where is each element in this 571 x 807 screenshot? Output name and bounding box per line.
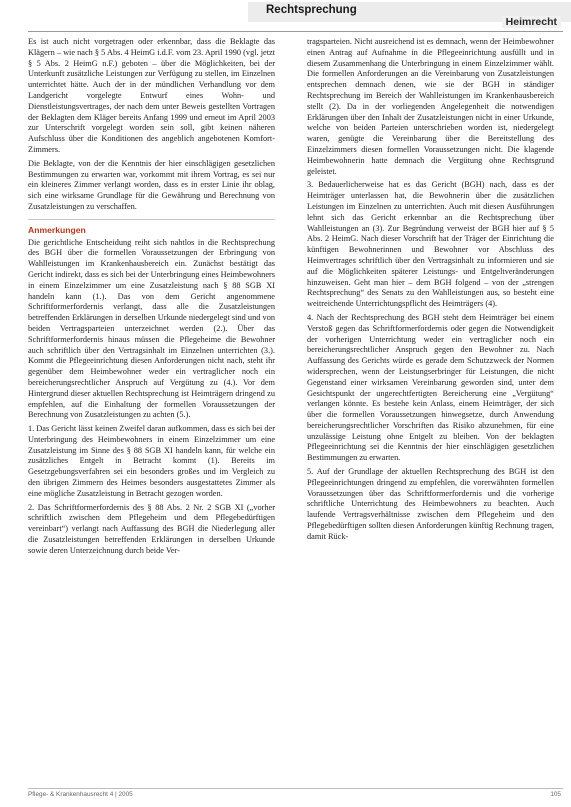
category-label: Heimrecht [502, 16, 561, 28]
note-paragraph: 2. Das Schriftformerfordernis des § 88 Abs. 2 Nr. 2 SGB XI („vorher schriftlich zwischen dem Pflegeheim und dem Pflegebedürftigen vereinbart“) verlangt nach Auffassung des BGH die Niederlegung aller die Zusatzleistungen betreffenden Erklärungen in derselben Urkunde sowie deren Unterzeichnung durch beide Ver- [28, 502, 275, 555]
note-paragraph: tragsparteien. Nicht ausreichend ist es demnach, wenn der Heimbewohner einen Antrag auf Aufnahme in die Pflegeeinrichtung ausfüllt und in diesem Zusammenhang die Unterbringung in einem Einzelzimmer wählt. Die formellen Anforderungen an die Vereinbarung von Zusatzleistungen entsprechen demnach denen, wie sie der BGH in ständiger Rechtsprechung im Bereich der Wahlleistungen im Krankenhausbereich stellt (2). Da in der vorliegenden Angelegenheit die notwendigen Erklärungen über den Inhalt der Zusatzleistungen nicht in einer Urkunde, welche von beiden Parteien unterschrieben worden ist, niedergelegt waren, genügte die Vereinbarung über die Bereitstellung des Einzelzimmers diesen formellen Voraussetzungen nicht. Die klagende Heimbewohnerin hatte demnach die Vergütung ohne Rechtsgrund geleistet. [307, 37, 554, 176]
body-paragraph: Es ist auch nicht vorgetragen oder erkennbar, dass die Beklagte das Klägern – wie nach § 5 Abs. 4 HeimG i.d.F. vom 23. April 1990 (vgl. jetzt § 5 Abs. 2 HeimG n.F.) geboten – über die Möglichkeiten, bei der Unterkunft zusätzliche Leistungen zur Verfügung zu stellen, im Einzelnen unterrichtet hätte. Auch der in der mündlichen Verhandlung vor dem Landgericht vorgelegte Entwurf eines Wohn- und Dienstleistungsvertrages, der nach dem unter Beweis gestellten Vortragen der Beklagten dem Kläger bereits Anfang 1999 und erneut im April 2003 zur Unterschrift vorgelegt worden sein soll, gibt keinen näheren Aufschluss über die Konditionen des angeblich angebotenen Komfort-Zimmers. [28, 37, 275, 154]
footer-divider [28, 788, 563, 789]
notes-heading: Anmerkungen [28, 224, 86, 235]
note-paragraph: 4. Nach der Rechtsprechung des BGH steht dem Heimträger bei einem Verstoß gegen das Schriftformerfordernis oder gegen die Notwendigkeit der vorherigen Unterrichtung weder ein vertraglicher noch ein bereicherungsrechtlicher Anspruch gegen den Bewohner zu. Nach Auffassung des Gerichts würde es gerade dem Schutzzweck der Normen widersprechen, wenn der Leistungserbringer für Leistungen, die nicht Gegenstand einer wirksamen Vereinbarung geworden sind, unter dem Gesichtspunkt der ungerechtfertigten Bereicherung eine „Vergütung“ verlangen könnte. Es bestehe kein Anlass, einem Heimträger, der sich über die formellen Voraussetzungen hinwegsetze, durch Anwendung bereicherungsrechtlicher Vorschriften das Risiko abzunehmen, für eine unzulässige Leistung ohne Entgelt zu bleiben. Von der beklagten Pflegeeinrichtung sei die Kenntnis der hier einschlägigen gesetzlichen Bestimmungen zu erwarten. [307, 312, 554, 463]
note-paragraph: 5. Auf der Grundlage der aktuellen Rechtsprechung des BGH ist den Pflegeeinrichtungen dringend zu empfehlen, die vorerwähnten formellen Voraussetzungen über das Schriftformerfordernis und die vorherige schriftliche Unterrichtung des Heimbewohners zu beachten. Auch laufende Vertragsverhältnisse zwischen dem Pflegeheim und den Pflegebedürftigen sollten diesen Anforderungen künftig Rechnung tragen, damit Rück- [307, 467, 554, 541]
note-paragraph: 1. Das Gericht lässt keinen Zweifel daran aufkommen, dass es sich bei der Unterbringung des Heimbewohners in einem Einzelzimmer um eine Zusatzleistung im Sinne des § 88 SGB XI handeln kann, für welche ein zusätzliches Entgelt in Betracht kommt (1). Bereits im Gesetzgebungsverfahren sei ein besonders großes und im Vergleich zu den übrigen Zimmern des Heimes besonders ausgestattetes Zimmer als eine mögliche Zusatzleistung in Betracht gezogen worden. [28, 424, 275, 498]
journal-citation: Pflege- & Krankenhausrecht 4 | 2005 [28, 791, 133, 798]
left-column [28, 37, 275, 560]
note-paragraph: 3. Bedauerlicherweise hat es das Gericht (BGH) nach, dass es der Heimträger unterlassen hat, die Bewohnerin über die zusätzlichen Leistungen im Einzelnen zu unterrichten. Auch mit diesen Ausführungen lehnt sich das Gericht erkennbar an die Rechtsprechung über Wahlleistungen an (3). Zur Begründung verweist der BGH hier auf § 5 Abs. 2 HeimG. Nach dieser Vorschrift hat der Träger der Einrichtung die künftigen Bewohnerinnen und Bewohner vor Abschluss des Heimvertrages schriftlich über den Vertragsinhalt zu informieren und sie auf die Möglichkeiten späterer Leistungs- und Entgeltveränderungen hinzuweisen. Geht man hier – dem BGH folgend – von der „strengen Rechtsprechung“ des Senats zu den Wahlleistungen aus, so besteht eine weitreichende Unterrichtungspflicht des Heimträgers (4). [307, 180, 554, 309]
note-paragraph: Die gerichtliche Entscheidung reiht sich nahtlos in die Rechtsprechung des BGH über die formellen Voraussetzungen der Erbringung von Wahlleistungen im Krankenhausbereich ein. Zunächst bestätigt das Gericht indirekt, dass es sich bei der Unterbringung eines Heimbewohners in einem Einzelzimmer um eine Zusatzleistung nach § 88 SGB XI handeln kann (1.). Das von dem Gericht angenommene Schriftformerfordernis verlangt, dass alle die Zusatzleistungen betreffenden Erklärungen in derselben Urkunde niedergelegt sind und von beiden Vertragsparteien unterzeichnet werden (2.). Über das Schriftformerfordernis hinaus müssen die Pflegeheime die Bewohner auch schriftlich über den Vertragsinhalt im Einzelnen unterrichten (3.). Kommt die Pflegeeinrichtung diesen Anforderungen nicht nach, steht ihr gegenüber dem Heimbewohner weder ein vertraglicher noch ein bereicherungsrechtlicher Anspruch auf Vergütung zu (4.). Vor dem Hintergrund dieser aktuellen Rechtsprechung ist Heimträgern dringend zu empfehlen, auf die Einhaltung der formellen Voraussetzungen der Berechnung von Zusatzleistungen zu achten (5.). [28, 237, 275, 420]
body-paragraph: Die Beklagte, von der die Kenntnis der hier einschlägigen gesetzlichen Bestimmungen zu erwarten war, vorkommt mit ihrem Vortrag, es sei nur ein kleineres Zimmer verlangt worden, dass es in erster Linie ihr oblag, sich eine wirksame Grundlage für die Gewährung und Berechnung von Zusatzleistungen zu verschaffen. [28, 158, 275, 211]
page-number: 105 [550, 791, 561, 798]
right-column [307, 37, 554, 546]
header-divider [28, 31, 563, 32]
section-title: Rechtsprechung [266, 4, 357, 16]
section-divider [28, 219, 275, 220]
